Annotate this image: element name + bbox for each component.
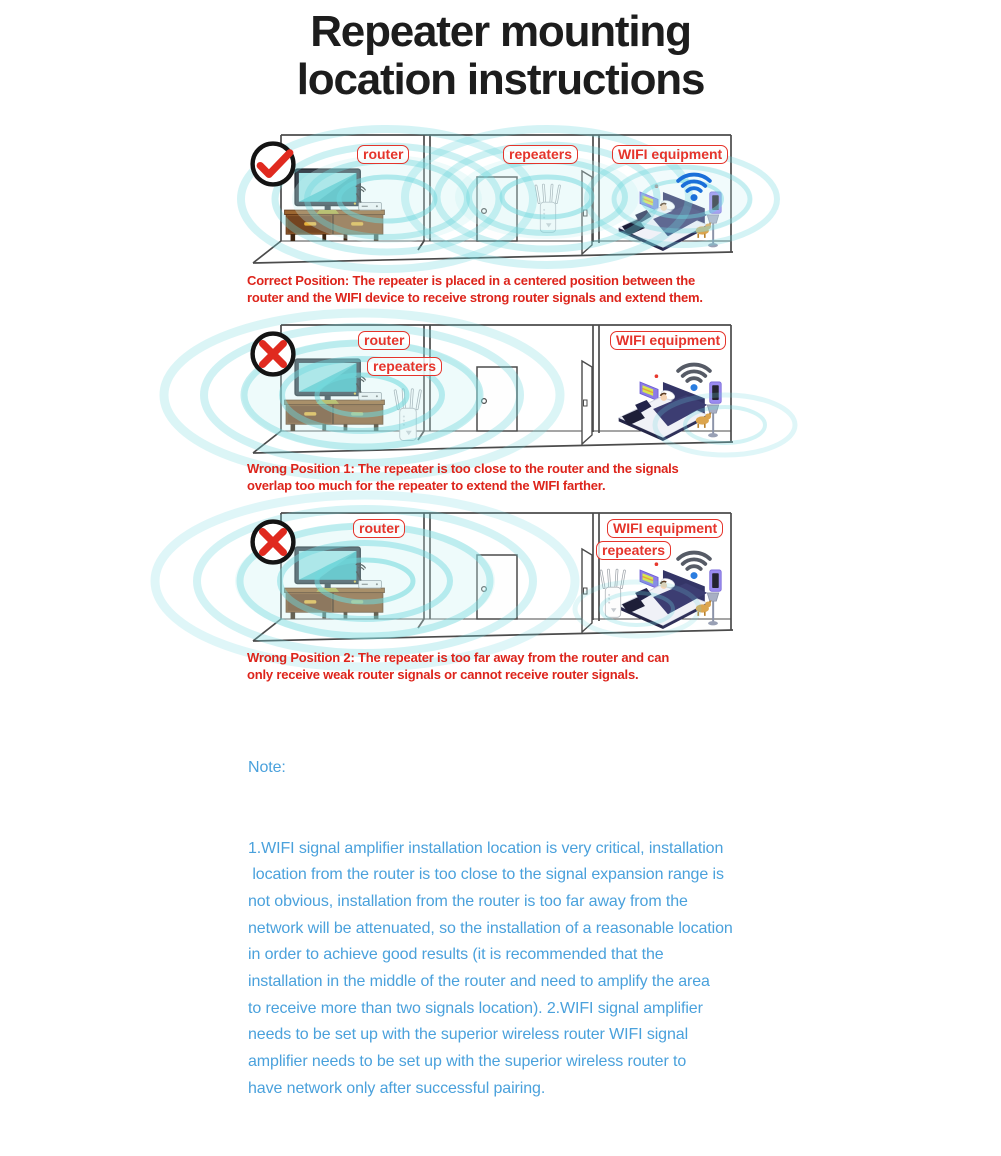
- wifi-signal-weak-icon: [678, 553, 710, 580]
- x-mark-icon: [253, 522, 294, 563]
- diagram-correct-position: [247, 127, 737, 267]
- label-repeaters: repeaters: [503, 145, 578, 164]
- diagram-wrong-position-1: [247, 317, 737, 457]
- x-mark-icon: [253, 334, 294, 375]
- diagram-wrong-position-2: [247, 505, 737, 645]
- label-router: router: [357, 145, 409, 164]
- caption-wrong-position-1: Wrong Position 1: The repeater is too close to the router and the signals overlap too much for the repeater to extend the WIFI farther.: [247, 461, 679, 493]
- label-wifi-equipment: WIFI equipment: [612, 145, 728, 164]
- label-router: router: [353, 519, 405, 538]
- note-heading: Note:: [248, 759, 286, 777]
- label-wifi-equipment: WIFI equipment: [607, 519, 723, 538]
- caption-correct-position: Correct Position: The repeater is placed in a centered position between the router and the WIFI device to receive strong router signals and extend them.: [247, 273, 703, 305]
- note-body: 1.WIFI signal amplifier installation location is very critical, installation location from the router is too close to the signal expansion range is not obvious, installation from the router is too far away from the network will be attenuated, so the installation of a reasonable location in order to achieve good results (it is recommended that the installation in the middle of the router and need to amplify the area to receive more than two signals location). 2.WIFI signal amplifier needs to be set up with the superior wireless router WIFI signal amplifier needs to be set up with the superior wireless router to have network only after successful pairing.: [248, 839, 733, 1097]
- wifi-signal-weak-icon: [678, 365, 710, 392]
- caption-wrong-position-2: Wrong Position 2: The repeater is too far away from the router and can only receive weak router signals or cannot receive router signals.: [247, 650, 670, 682]
- label-repeaters: repeaters: [367, 357, 442, 376]
- checkmark-icon: [253, 144, 294, 185]
- label-router: router: [358, 331, 410, 350]
- note-text: [248, 702, 733, 1156]
- label-wifi-equipment: WIFI equipment: [610, 331, 726, 350]
- label-repeaters: repeaters: [596, 541, 671, 560]
- page-title: Repeater mounting location instructions: [296, 7, 705, 104]
